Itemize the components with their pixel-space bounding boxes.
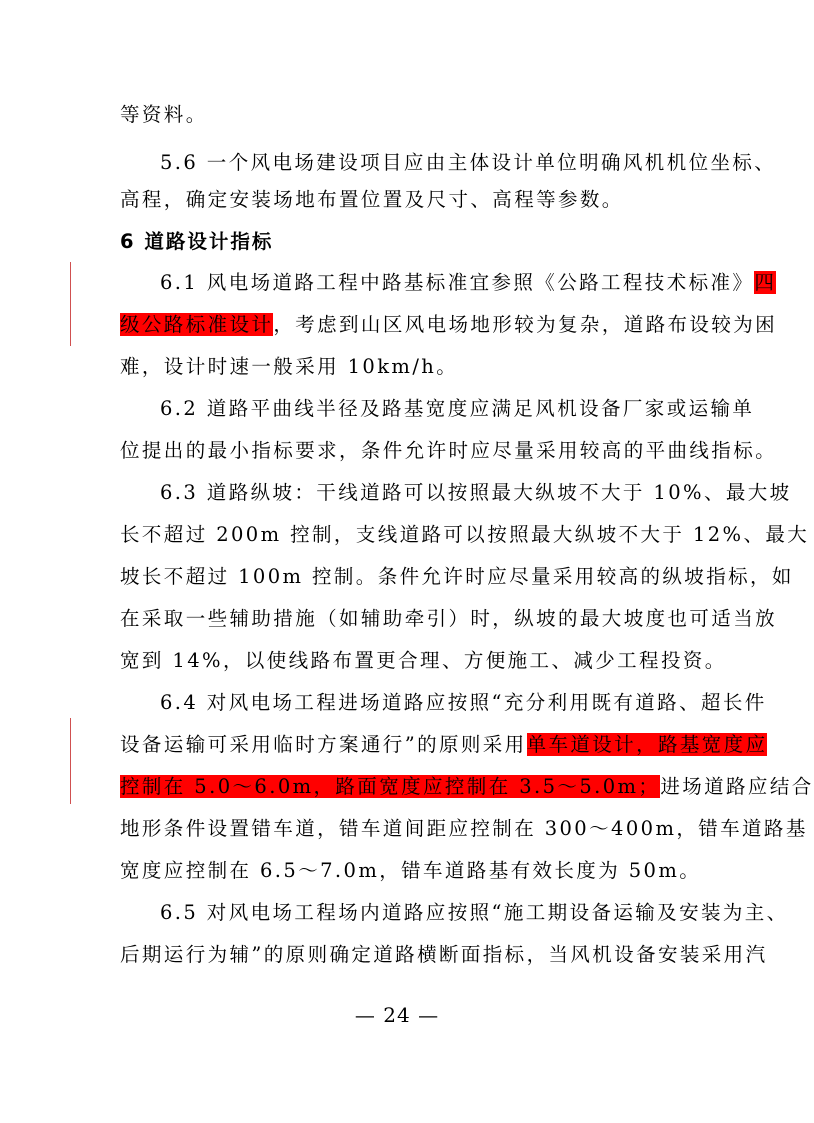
text-segment: 地形条件设置错车道，错车道间距应控制在 300～400m，错车道路基 <box>120 817 808 840</box>
text-segment: 等资料。 <box>120 103 208 126</box>
text-segment: 6.3 道路纵坡：干线道路可以按照最大纵坡不大于 10%、最大坡 <box>160 481 792 504</box>
highlighted-text: 四 <box>754 271 777 294</box>
highlighted-text: 单车道设计，路基宽度应 <box>526 733 768 756</box>
text-line <box>120 185 624 215</box>
text-segment: 6.5 对风电场工程场内道路应按照“施工期设备运输及安装为主、 <box>160 901 789 924</box>
text-line <box>160 268 776 298</box>
text-segment: 5.6 一个风电场建设项目应由主体设计单位明确风机机位坐标、 <box>160 151 777 174</box>
revision-marker-bar <box>70 718 71 804</box>
revision-marker-bar <box>70 262 71 346</box>
text-line <box>120 100 208 130</box>
text-line <box>160 394 754 424</box>
text-segment: 位提出的最小指标要求，条件允许时应尽量采用较高的平曲线指标。 <box>120 439 778 462</box>
text-line <box>160 478 792 508</box>
page-number: — 24 — <box>354 1003 440 1027</box>
highlighted-text: 控制在 5.0～6.0m，路面宽度应控制在 3.5～5.0m； <box>120 775 661 798</box>
highlighted-text: 级公路标准设计 <box>120 313 274 336</box>
text-segment: ，考虑到山区风电场地形较为复杂，道路布设较为困 <box>273 313 778 336</box>
text-line <box>120 520 809 550</box>
text-segment: 宽度应控制在 6.5～7.0m，错车道路基有效长度为 50m。 <box>120 859 702 882</box>
text-segment: 6.4 对风电场工程进场道路应按照“充分利用既有道路、超长件 <box>160 691 767 714</box>
text-segment: 坡长不超过 100m 控制。条件允许时应尽量采用较高的纵坡指标，如 <box>120 565 794 588</box>
text-line <box>160 688 767 718</box>
text-line <box>120 814 808 844</box>
text-line <box>160 898 789 928</box>
text-line <box>120 730 767 760</box>
text-segment: 高程，确定安装场地布置位置及尺寸、高程等参数。 <box>120 188 624 211</box>
text-segment: 在采取一些辅助措施（如辅助牵引）时，纵坡的最大坡度也可适当放 <box>120 607 778 630</box>
text-line <box>120 604 777 634</box>
text-segment: 难，设计时速一般采用 10km/h。 <box>120 355 459 378</box>
text-segment: 6.2 道路平曲线半径及路基宽度应满足风机设备厂家或运输单 <box>160 397 755 420</box>
text-line <box>120 562 794 592</box>
text-line <box>120 352 458 382</box>
text-line <box>120 772 814 802</box>
text-line <box>120 940 767 970</box>
text-line <box>120 646 727 676</box>
text-line <box>160 148 776 178</box>
text-segment: 长不超过 200m 控制，支线道路可以按照最大纵坡不大于 12%、最大 <box>120 523 810 546</box>
text-segment: 6 道路设计指标 <box>120 230 274 253</box>
text-line <box>120 856 701 886</box>
text-line <box>120 436 777 466</box>
text-segment: 6.1 风电场道路工程中路基标准宜参照《公路工程技术标准》 <box>160 271 755 294</box>
section-heading <box>120 227 273 257</box>
text-segment: 设备运输可采用临时方案通行”的原则采用 <box>120 733 527 756</box>
text-line <box>120 310 777 340</box>
text-segment: 进场道路应结合 <box>660 775 814 798</box>
text-segment: 后期运行为辅”的原则确定道路横断面指标，当风机设备安装采用汽 <box>120 943 768 966</box>
text-segment: 宽到 14%，以使线路布置更合理、方便施工、减少工程投资。 <box>120 649 727 672</box>
